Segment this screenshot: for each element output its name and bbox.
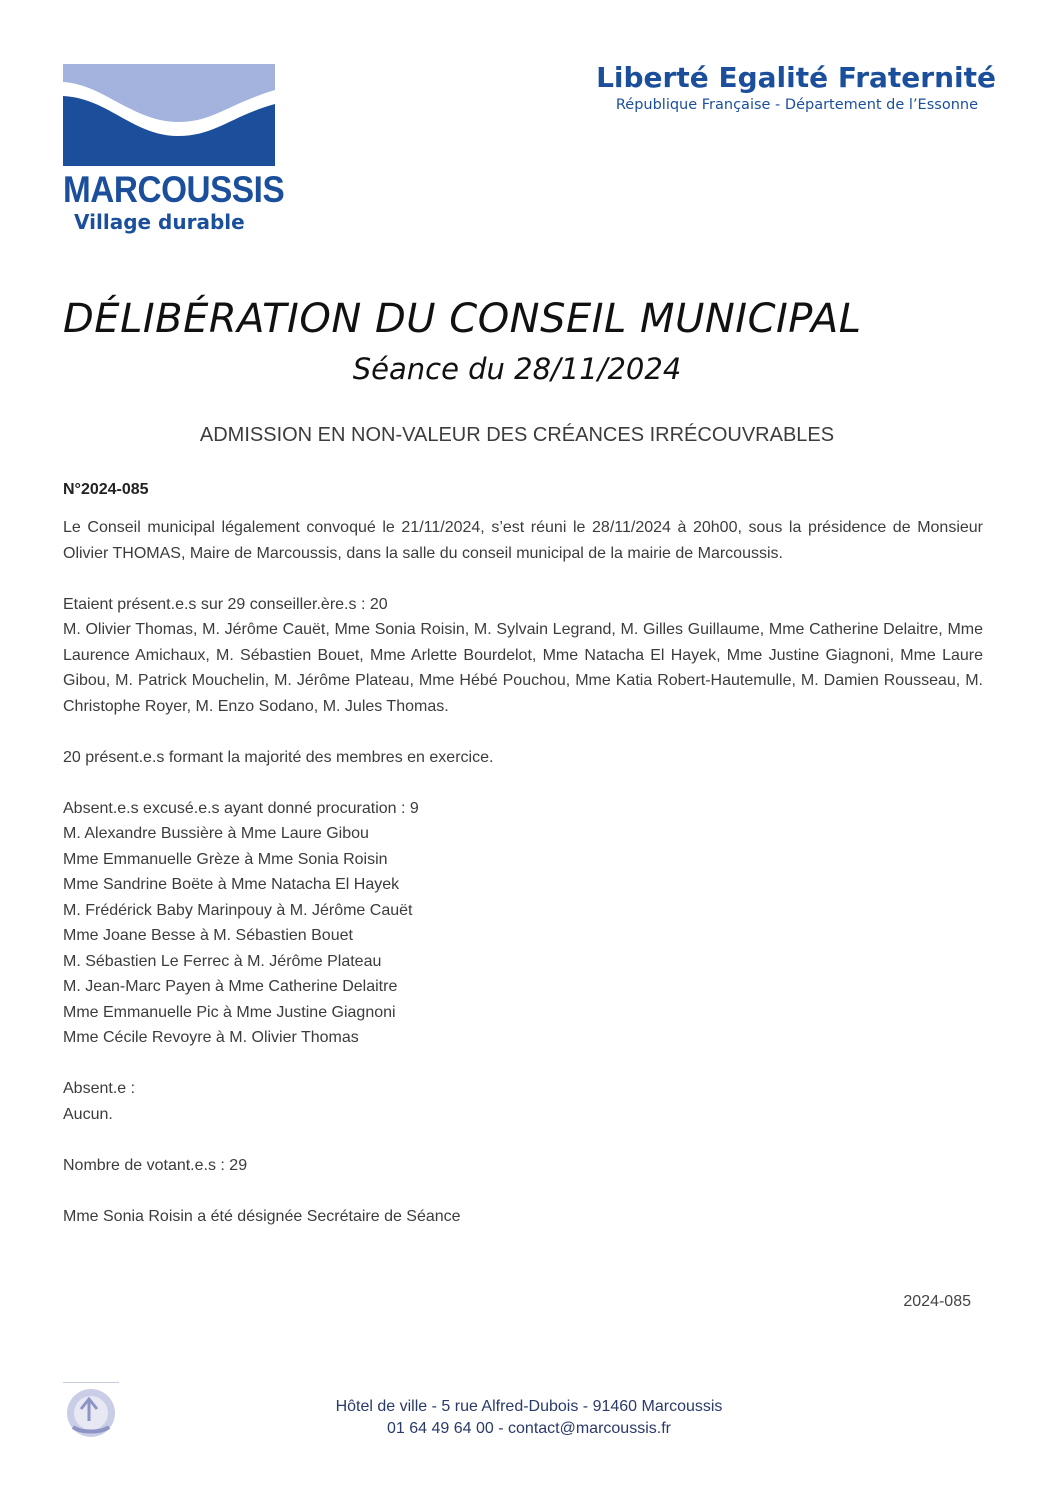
proxy-item: Mme Sandrine Boëte à Mme Natacha El Hayek [63, 876, 400, 893]
proxy-item: M. Sébastien Le Ferrec à M. Jérôme Plateau [63, 952, 382, 970]
logo-wordmark: MARCOUSSIS [63, 169, 285, 210]
voters-count: Nombre de votant.e.s : 29 [63, 1156, 248, 1174]
republic-motto [596, 60, 996, 114]
absent-heading: Absent.e : [63, 1080, 136, 1097]
proxy-item: Mme Cécile Revoyre à M. Olivier Thomas [63, 1029, 359, 1046]
absent-value: Aucun. [63, 1105, 113, 1123]
deliberation-subject: ADMISSION EN NON-VALEUR DES CRÉANCES IRRÉCOUVRABLES [199, 424, 835, 446]
page-reference: 2024-085 [903, 1293, 971, 1310]
footer-address: Hôtel de ville - 5 rue Alfred-Dubois - 91460 Marcoussis [335, 1398, 723, 1415]
proxy-item: M. Jean-Marc Payen à Mme Catherine Delaitre [63, 978, 398, 995]
proxy-heading: Absent.e.s excusé.e.s ayant donné procuration : 9 [63, 799, 419, 817]
present-list: M. Olivier Thomas, M. Jérôme Cauët, Mme Sonia Roisin, M. Sylvain Legrand, M. Gilles Guillaume, Mme Catherine Delaitre, Mme Laurence Amichaux, M. Sébastien Bouet, Mme Arlette Bourdelot, Mme Natacha El Hayek, Mme Justine Giagnoni, Mme Laure Gibou, M. Patrick Mouchelin, M. Jérôme Plateau, Mme Hébé Pouchou, Mme Katia Robert-Hautemulle, M. Damien Rousseau, M. Christophe Royer, M. Enzo Sodano, M. Jules Thomas. [63, 621, 983, 715]
secretary-statement: Mme Sonia Roisin a été désignée Secrétaire de Séance [63, 1207, 461, 1225]
session-date: Séance du 28/11/2024 [352, 352, 682, 386]
present-heading: Etaient présent.e.s sur 29 conseiller.ère.s : 20 [63, 595, 388, 613]
proxy-item: M. Frédérick Baby Marinpouy à M. Jérôme Cauët [63, 901, 413, 919]
motto-sub: République Française - Département de l’Essonne [615, 97, 978, 113]
proxy-item: Mme Emmanuelle Grèze à Mme Sonia Roisin [63, 850, 388, 868]
majority-statement: 20 présent.e.s formant la majorité des membres en exercice. [63, 748, 494, 766]
marcoussis-logo [63, 64, 285, 234]
deliberation-body [63, 515, 983, 1229]
proxy-item: M. Alexandre Bussière à Mme Laure Gibou [63, 825, 369, 842]
proxy-item: Mme Joane Besse à M. Sébastien Bouet [63, 927, 353, 944]
deliberation-number: N°2024-085 [63, 481, 149, 498]
proxy-item: Mme Emmanuelle Pic à Mme Justine Giagnoni [63, 1003, 396, 1021]
footer-contact: 01 64 49 64 00 - contact@marcoussis.fr [387, 1420, 671, 1437]
motto-main: Liberté Egalité Fraternité [596, 61, 996, 94]
logo-tagline: Village durable [74, 210, 245, 234]
intro-paragraph: Le Conseil municipal légalement convoqué le 21/11/2024, s’est réuni le 28/11/2024 à 20h00, sous la présidence de Monsieur Olivier THOMAS, Maire de Marcoussis, dans la salle du conseil municipal de la mairie de Marcoussis. [63, 519, 983, 562]
footer [0, 1396, 1058, 1440]
wave-emblem-icon [63, 64, 275, 166]
page-title: DÉLIBÉRATION DU CONSEIL MUNICIPAL [63, 296, 862, 342]
